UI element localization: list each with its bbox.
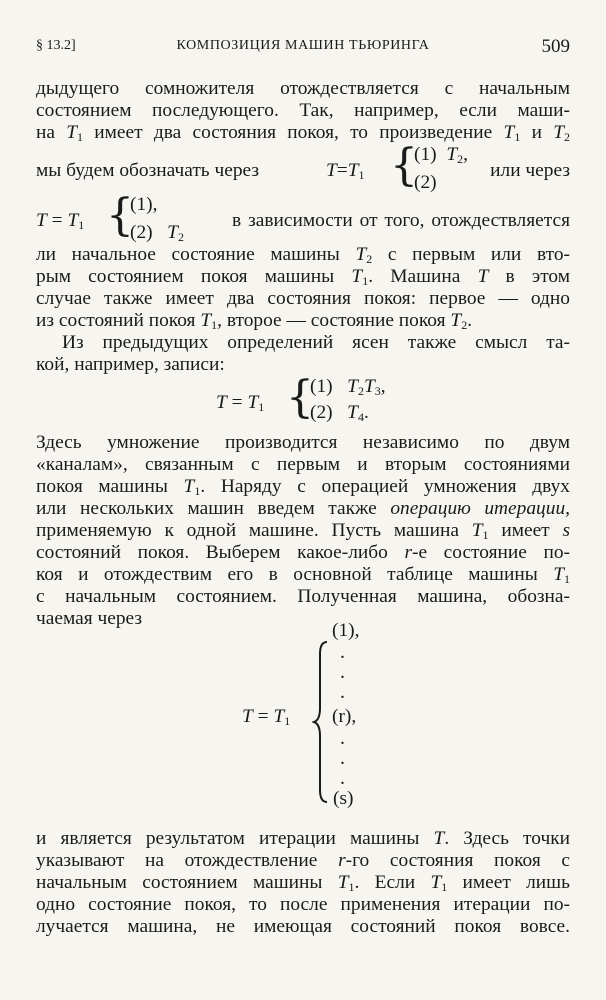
text-line: покоя машины $T_1$. Наряду с операцией умножения двух [36,476,570,498]
text-line: с начальным состоянием. Полученная машина, обозна- [36,586,570,607]
text-line: дыдущего сомножителя отождествляется с начальным [36,78,570,99]
text-line: или нескольких машин введем также операцию итерации, [36,498,570,519]
text-line: начальным состоянием машины $T_1$. Если $T_1$ имеет лишь [36,872,570,894]
display-formula-iteration: $T = T_1$ (1), . . . (r), . . . (s) [242,620,360,809]
text-line: Из предыдущих определений ясен также смысл та- [62,332,570,353]
text-line: кой, например, записи: [36,354,225,375]
section-ref: § 13.2] [36,38,76,53]
ellipsis-dot: . [340,727,345,749]
text-line: указывают на отождествление r-го состояния покоя с [36,850,570,871]
display-formula-1: $T = T_1$ { (1) $T_2T_3$, (2) $T_4$. [216,372,386,424]
ellipsis-dot: . [340,767,345,789]
text-line: Здесь умножение производится независимо по двум [36,432,570,453]
text-line: ли начальное состояние машины $T_2$ с первым или вто- [36,244,570,266]
ellipsis-dot: . [340,681,345,703]
ellipsis-dot: . [340,747,345,769]
text-line: из состояний покоя $T_1$, второе — состояние покоя $T_2$. [36,310,473,332]
brace: { [106,190,134,241]
text-line: чаемая через [36,608,143,629]
text-line: коя и отождествим его в основной таблице машины $T_1$ [36,564,570,586]
ellipsis-dot: . [340,661,345,683]
text-line: применяемую к одной машине. Пусть машина $T_1$ имеет s [36,520,570,542]
ellipsis-dot: . [340,641,345,663]
text-line: состоянием последующего. Так, например, если маши- [36,100,570,121]
text-line: на $T_1$ имеет два состояния покоя, то произведение $T_1$ и $T_2$ [36,122,570,144]
text-line: рым состоянием покоя машины $T_1$. Машина T в этом [36,266,571,288]
text-line: и является результатом итерации машины T. Здесь точки [36,828,570,849]
text-line: лучается машина, не имеющая состояний покоя вовсе. [36,916,570,937]
text-line: случае также имеет два состояния покоя: первое — одно [36,288,570,309]
brace: { [390,140,418,191]
inline-formula-2: $T = T_1$ { (1), (2) $T_2$ в зависимости от того, отождествляется [36,190,570,244]
running-header [36,36,570,60]
inline-formula-1: мы будем обозначать через $T=T_1$ { (1) $T_2$, (2) или через [36,140,570,193]
text-line: одно состояние покоя, то после применения итерации по- [36,894,570,915]
text-line: состояний покоя. Выберем какое-либо r-е состояние по- [36,542,570,563]
brace: { [286,372,314,423]
page-number: 509 [541,36,570,57]
large-brace [312,640,332,804]
text-line: «каналам», связанным с первым и вторым состояниями [36,454,570,475]
running-title: КОМПОЗИЦИЯ МАШИН ТЬЮРИНГА [176,38,430,53]
emphasis: операцию итерации, [390,498,570,519]
